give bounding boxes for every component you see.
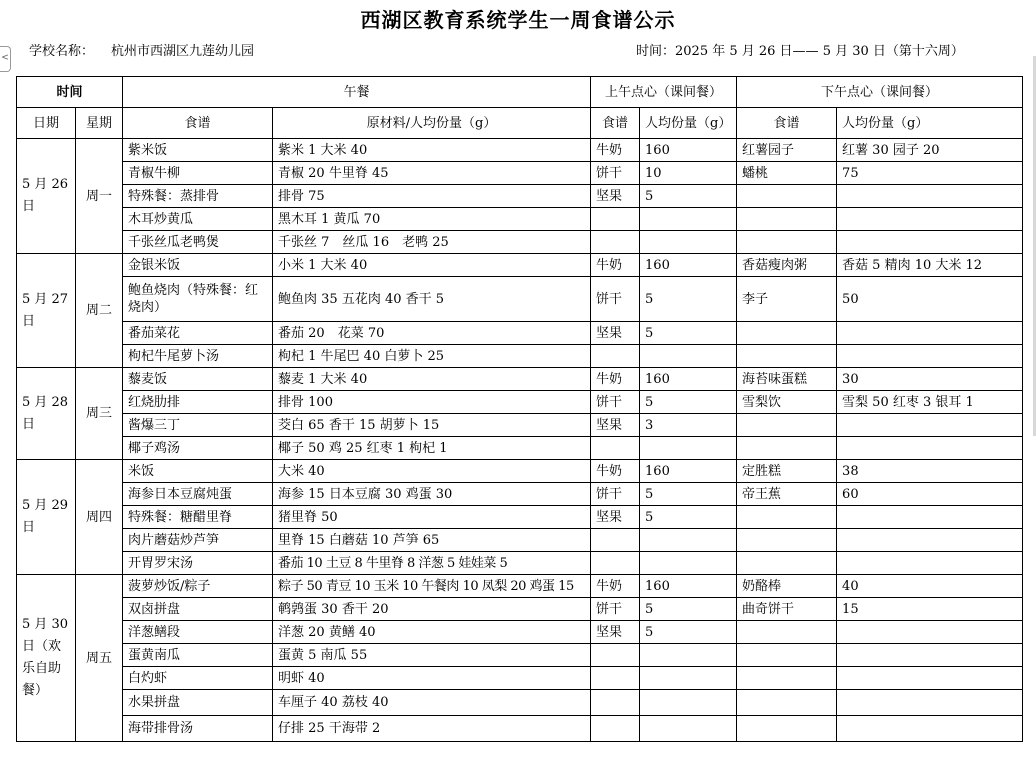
day-weekday: 周五 — [76, 575, 123, 742]
menu-row — [17, 575, 1023, 598]
lunch-recipe: 海带排骨汤 — [123, 716, 273, 742]
am-snack-portion: 5 — [640, 391, 737, 414]
lunch-ingredients: 车厘子 40 荔枝 40 — [273, 690, 591, 716]
am-snack-recipe — [591, 208, 640, 231]
lunch-recipe: 米饭 — [123, 460, 273, 483]
pm-snack-recipe — [737, 644, 837, 667]
lunch-ingredients: 番茄 10 土豆 8 牛里脊 8 洋葱 5 娃娃菜 5 — [273, 552, 591, 575]
lunch-recipe: 藜麦饭 — [123, 368, 273, 391]
pm-snack-portion: 50 — [837, 277, 1023, 322]
lunch-recipe: 白灼虾 — [123, 667, 273, 690]
menu-row — [17, 483, 1023, 506]
pm-snack-portion: 75 — [837, 162, 1023, 185]
am-snack-recipe — [591, 345, 640, 368]
am-snack-recipe: 牛奶 — [591, 575, 640, 598]
day-weekday: 周一 — [76, 139, 123, 254]
am-snack-portion: 5 — [640, 185, 737, 208]
pm-snack-portion — [837, 506, 1023, 529]
day-date: 5 月 26 日 — [17, 139, 76, 254]
lunch-ingredients: 枸杞 1 牛尾巴 40 白萝卜 25 — [273, 345, 591, 368]
menu-row — [17, 231, 1023, 254]
pm-snack-recipe: 曲奇饼干 — [737, 598, 837, 621]
lunch-ingredients: 小米 1 大米 40 — [273, 254, 591, 277]
menu-table — [16, 76, 1023, 742]
lunch-ingredients: 青椒 20 牛里脊 45 — [273, 162, 591, 185]
lunch-ingredients: 鲍鱼肉 35 五花肉 40 香干 5 — [273, 277, 591, 322]
am-snack-recipe: 坚果 — [591, 506, 640, 529]
am-snack-portion — [640, 208, 737, 231]
lunch-recipe: 鲍鱼烧肉（特殊餐：红烧肉） — [123, 277, 273, 322]
day-date: 5 月 29 日 — [17, 460, 76, 575]
lunch-ingredients: 大米 40 — [273, 460, 591, 483]
lunch-recipe: 紫米饭 — [123, 139, 273, 162]
pm-snack-portion — [837, 552, 1023, 575]
am-snack-portion — [640, 716, 737, 742]
lunch-ingredients: 明虾 40 — [273, 667, 591, 690]
header-weekday: 星期 — [76, 108, 123, 139]
header-am-snack: 上午点心（课间餐） — [591, 77, 737, 108]
pm-snack-portion: 30 — [837, 368, 1023, 391]
pm-snack-portion: 60 — [837, 483, 1023, 506]
day-weekday: 周二 — [76, 254, 123, 368]
pm-snack-portion — [837, 621, 1023, 644]
pm-snack-portion — [837, 437, 1023, 460]
menu-row — [17, 368, 1023, 391]
header-am-recipe: 食谱 — [591, 108, 640, 139]
day-date: 5 月 28 日 — [17, 368, 76, 460]
am-snack-portion: 5 — [640, 277, 737, 322]
menu-row — [17, 162, 1023, 185]
pm-snack-portion: 38 — [837, 460, 1023, 483]
am-snack-portion: 5 — [640, 621, 737, 644]
am-snack-recipe — [591, 529, 640, 552]
am-snack-recipe: 坚果 — [591, 414, 640, 437]
menu-row — [17, 506, 1023, 529]
lunch-recipe: 酱爆三丁 — [123, 414, 273, 437]
am-snack-portion — [640, 345, 737, 368]
menu-row — [17, 716, 1023, 742]
am-snack-portion — [640, 529, 737, 552]
header-row-sub — [17, 108, 1023, 139]
pm-snack-portion: 红薯 30 园子 20 — [837, 139, 1023, 162]
lunch-recipe: 洋葱鳝段 — [123, 621, 273, 644]
pm-snack-portion — [837, 414, 1023, 437]
menu-row — [17, 208, 1023, 231]
am-snack-recipe: 饼干 — [591, 162, 640, 185]
day-date: 5 月 27 日 — [17, 254, 76, 368]
menu-row — [17, 185, 1023, 208]
pm-snack-portion: 雪梨 50 红枣 3 银耳 1 — [837, 391, 1023, 414]
lunch-ingredients: 海参 15 日本豆腐 30 鸡蛋 30 — [273, 483, 591, 506]
am-snack-portion: 10 — [640, 162, 737, 185]
lunch-ingredients: 茭白 65 香干 15 胡萝卜 15 — [273, 414, 591, 437]
lunch-ingredients: 番茄 20 花菜 70 — [273, 322, 591, 345]
pm-snack-recipe — [737, 621, 837, 644]
lunch-recipe: 红烧肋排 — [123, 391, 273, 414]
am-snack-recipe: 饼干 — [591, 391, 640, 414]
pm-snack-recipe: 李子 — [737, 277, 837, 322]
lunch-ingredients: 藜麦 1 大米 40 — [273, 368, 591, 391]
pm-snack-portion: 40 — [837, 575, 1023, 598]
pm-snack-portion: 香菇 5 精肉 10 大米 12 — [837, 254, 1023, 277]
menu-row — [17, 529, 1023, 552]
lunch-recipe: 特殊餐：蒸排骨 — [123, 185, 273, 208]
pm-snack-recipe: 帝王蕉 — [737, 483, 837, 506]
menu-row — [17, 460, 1023, 483]
pm-snack-recipe: 雪梨饮 — [737, 391, 837, 414]
am-snack-recipe: 牛奶 — [591, 368, 640, 391]
lunch-ingredients: 椰子 50 鸡 25 红枣 1 枸杞 1 — [273, 437, 591, 460]
menu-row — [17, 139, 1023, 162]
pm-snack-recipe: 红薯园子 — [737, 139, 837, 162]
am-snack-recipe: 饼干 — [591, 277, 640, 322]
lunch-recipe: 青椒牛柳 — [123, 162, 273, 185]
lunch-ingredients: 洋葱 20 黄鳝 40 — [273, 621, 591, 644]
am-snack-portion: 5 — [640, 506, 737, 529]
header-ingredients: 原材料/人均份量（g） — [273, 108, 591, 139]
day-date: 5 月 30 日（欢乐自助餐） — [17, 575, 76, 742]
am-snack-portion — [640, 552, 737, 575]
pm-snack-recipe: 香菇瘦肉粥 — [737, 254, 837, 277]
lunch-ingredients: 仔排 25 干海带 2 — [273, 716, 591, 742]
lunch-recipe: 金银米饭 — [123, 254, 273, 277]
lunch-recipe: 海参日本豆腐炖蛋 — [123, 483, 273, 506]
lunch-ingredients: 排骨 100 — [273, 391, 591, 414]
pm-snack-recipe — [737, 716, 837, 742]
pm-snack-recipe: 奶酪棒 — [737, 575, 837, 598]
am-snack-recipe: 牛奶 — [591, 139, 640, 162]
pm-snack-recipe — [737, 414, 837, 437]
am-snack-portion: 160 — [640, 575, 737, 598]
lunch-ingredients: 粽子 50 青豆 10 玉米 10 午餐肉 10 凤梨 20 鸡蛋 15 — [273, 575, 591, 598]
pm-snack-recipe — [737, 322, 837, 345]
menu-row — [17, 552, 1023, 575]
lunch-recipe: 菠萝炒饭/粽子 — [123, 575, 273, 598]
pm-snack-recipe — [737, 690, 837, 716]
pm-snack-portion — [837, 667, 1023, 690]
date-range: 时间：2025 年 5 月 26 日—— 5 月 30 日（第十六周） — [636, 44, 964, 59]
menu-row — [17, 690, 1023, 716]
am-snack-portion: 5 — [640, 322, 737, 345]
am-snack-recipe: 饼干 — [591, 598, 640, 621]
pm-snack-recipe: 海苔味蛋糕 — [737, 368, 837, 391]
side-collapse-tab[interactable]: < — [0, 46, 11, 72]
menu-row — [17, 667, 1023, 690]
lunch-ingredients: 千张丝 7 丝瓜 16 老鸭 25 — [273, 231, 591, 254]
lunch-recipe: 特殊餐：糖醋里脊 — [123, 506, 273, 529]
am-snack-portion: 160 — [640, 460, 737, 483]
am-snack-portion: 160 — [640, 368, 737, 391]
menu-row — [17, 621, 1023, 644]
lunch-ingredients: 排骨 75 — [273, 185, 591, 208]
pm-snack-portion: 15 — [837, 598, 1023, 621]
am-snack-portion: 160 — [640, 139, 737, 162]
pm-snack-portion — [837, 644, 1023, 667]
am-snack-recipe: 牛奶 — [591, 460, 640, 483]
lunch-recipe: 水果拼盘 — [123, 690, 273, 716]
lunch-recipe: 木耳炒黄瓜 — [123, 208, 273, 231]
school-name: 杭州市西湖区九莲幼儿园 — [111, 44, 255, 59]
pm-snack-portion — [837, 231, 1023, 254]
lunch-recipe: 番茄菜花 — [123, 322, 273, 345]
am-snack-recipe — [591, 667, 640, 690]
menu-row — [17, 277, 1023, 322]
pm-snack-recipe — [737, 185, 837, 208]
pm-snack-recipe — [737, 345, 837, 368]
menu-row — [17, 391, 1023, 414]
am-snack-portion: 5 — [640, 483, 737, 506]
menu-row — [17, 598, 1023, 621]
lunch-ingredients: 鹌鹑蛋 30 香干 20 — [273, 598, 591, 621]
header-am-portion: 人均份量（g） — [640, 108, 737, 139]
school-label: 学校名称： — [29, 44, 95, 59]
header-time: 时间 — [17, 77, 123, 108]
pm-snack-recipe — [737, 231, 837, 254]
pm-snack-portion — [837, 208, 1023, 231]
am-snack-portion — [640, 690, 737, 716]
pm-snack-recipe — [737, 529, 837, 552]
am-snack-recipe — [591, 690, 640, 716]
pm-snack-portion — [837, 322, 1023, 345]
lunch-ingredients: 猪里脊 50 — [273, 506, 591, 529]
pm-snack-portion — [837, 690, 1023, 716]
header-lunch: 午餐 — [123, 77, 591, 108]
day-weekday: 周三 — [76, 368, 123, 460]
menu-row — [17, 254, 1023, 277]
pm-snack-recipe: 定胜糕 — [737, 460, 837, 483]
header-row-top — [17, 77, 1023, 108]
pm-snack-recipe — [737, 208, 837, 231]
pm-snack-recipe — [737, 437, 837, 460]
header-pm-recipe: 食谱 — [737, 108, 837, 139]
lunch-recipe: 千张丝瓜老鸭煲 — [123, 231, 273, 254]
am-snack-portion: 5 — [640, 598, 737, 621]
pm-snack-recipe — [737, 667, 837, 690]
pm-snack-recipe — [737, 506, 837, 529]
am-snack-recipe: 饼干 — [591, 483, 640, 506]
menu-row — [17, 644, 1023, 667]
header-pm-portion: 人均份量（g） — [837, 108, 1023, 139]
page-title: 西湖区教育系统学生一周食谱公示 — [360, 8, 676, 32]
lunch-recipe: 枸杞牛尾萝卜汤 — [123, 345, 273, 368]
am-snack-recipe — [591, 644, 640, 667]
pm-snack-portion — [837, 345, 1023, 368]
am-snack-recipe: 坚果 — [591, 185, 640, 208]
am-snack-portion — [640, 667, 737, 690]
am-snack-recipe — [591, 552, 640, 575]
am-snack-recipe — [591, 716, 640, 742]
am-snack-recipe — [591, 231, 640, 254]
menu-row — [17, 414, 1023, 437]
menu-row — [17, 322, 1023, 345]
lunch-recipe: 椰子鸡汤 — [123, 437, 273, 460]
lunch-ingredients: 紫米 1 大米 40 — [273, 139, 591, 162]
header-pm-snack: 下午点心（课间餐） — [737, 77, 1023, 108]
menu-row — [17, 437, 1023, 460]
pm-snack-recipe — [737, 552, 837, 575]
am-snack-portion: 3 — [640, 414, 737, 437]
am-snack-portion — [640, 231, 737, 254]
am-snack-recipe: 牛奶 — [591, 254, 640, 277]
am-snack-portion — [640, 437, 737, 460]
pm-snack-portion — [837, 716, 1023, 742]
pm-snack-portion — [837, 529, 1023, 552]
header-recipe: 食谱 — [123, 108, 273, 139]
lunch-recipe: 蛋黄南瓜 — [123, 644, 273, 667]
pm-snack-recipe: 蟠桃 — [737, 162, 837, 185]
am-snack-portion: 160 — [640, 254, 737, 277]
am-snack-recipe: 坚果 — [591, 322, 640, 345]
lunch-recipe: 双卤拼盘 — [123, 598, 273, 621]
am-snack-recipe — [591, 437, 640, 460]
lunch-ingredients: 里脊 15 白蘑菇 10 芦笋 65 — [273, 529, 591, 552]
am-snack-recipe: 坚果 — [591, 621, 640, 644]
header-date: 日期 — [17, 108, 76, 139]
lunch-ingredients: 蛋黄 5 南瓜 55 — [273, 644, 591, 667]
day-weekday: 周四 — [76, 460, 123, 575]
menu-row — [17, 345, 1023, 368]
lunch-recipe: 开胃罗宋汤 — [123, 552, 273, 575]
pm-snack-portion — [837, 185, 1023, 208]
lunch-ingredients: 黑木耳 1 黄瓜 70 — [273, 208, 591, 231]
am-snack-portion — [640, 644, 737, 667]
lunch-recipe: 肉片蘑菇炒芦笋 — [123, 529, 273, 552]
